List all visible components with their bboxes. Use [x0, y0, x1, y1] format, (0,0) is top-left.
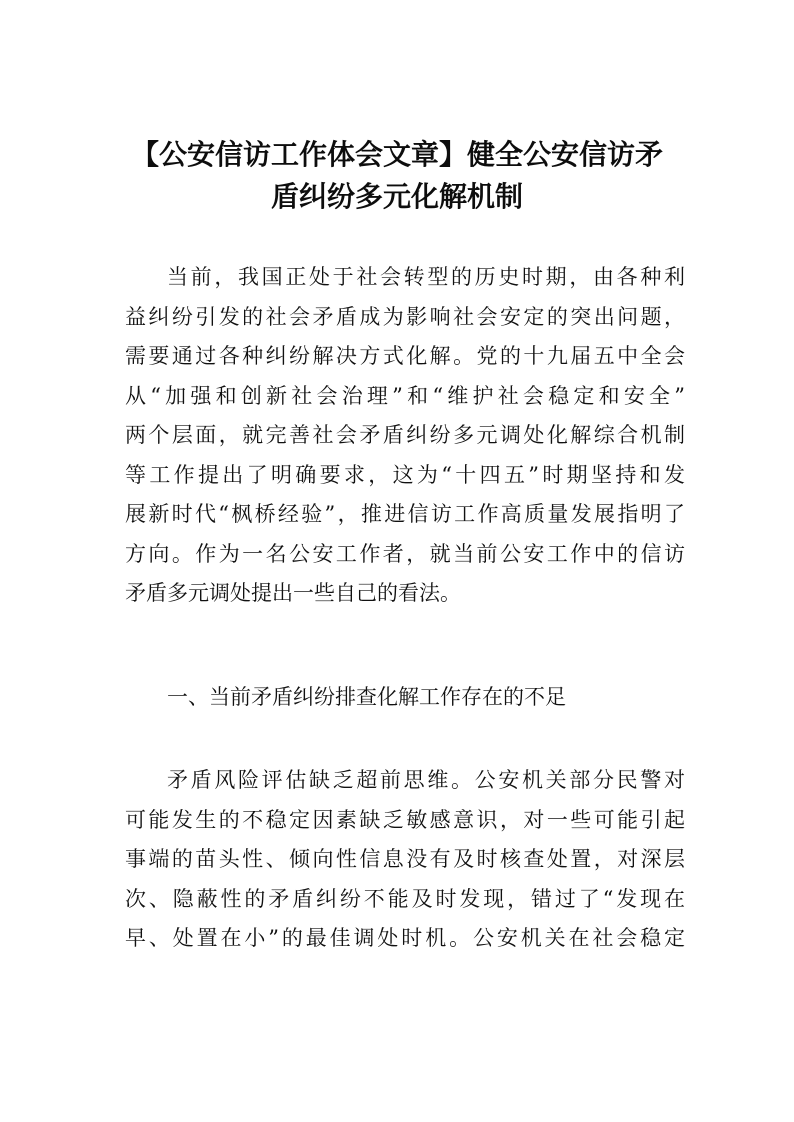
- document-title: [100, 134, 694, 218]
- body-line: 早、处置在小”的最佳调处时机。公安机关在社会稳定: [125, 926, 685, 950]
- body-line: 矛盾风险评估缺乏超前思维。公安机关部分民警对: [167, 768, 685, 792]
- intro-line: 当前，我国正处于社会转型的历史时期，由各种利: [167, 265, 685, 289]
- body-paragraph: [125, 761, 685, 959]
- body-line: 可能发生的不稳定因素缺乏敏感意识，对一些可能引起: [125, 807, 685, 832]
- intro-line: 展新时代“枫桥经验”，推进信访工作高质量发展指明了: [125, 502, 685, 526]
- intro-line: 益纠纷引发的社会矛盾成为影响社会安定的突出问题，: [125, 304, 685, 329]
- intro-line: 矛盾多元调处提出一些自己的看法。: [125, 581, 461, 605]
- title-line-2: 盾纠纷多元化解机制: [270, 180, 523, 213]
- body-line: 事端的苗头性、倾向性信息没有及时核查处置，对深层: [125, 847, 685, 871]
- intro-line: 两个层面，就完善社会矛盾纠纷多元调处化解综合机制: [125, 423, 685, 447]
- title-line-1: 【公安信访工作体会文章】健全公安信访矛: [130, 138, 663, 171]
- body-line: 次、隐蔽性的矛盾纠纷不能及时发现，错过了“发现在: [125, 886, 685, 911]
- intro-paragraph: [125, 258, 685, 614]
- intro-line: 方向。作为一名公安工作者，就当前公安工作中的信访: [125, 541, 685, 566]
- intro-line: 等工作提出了明确要求，这为“十四五”时期坚持和发: [125, 462, 685, 487]
- section-heading: 一、当前矛盾纠纷排查化解工作存在的不足: [167, 685, 566, 709]
- intro-line: 需要通过各种纠纷解决方式化解。党的十九届五中全会: [125, 344, 685, 368]
- intro-line: 从“加强和创新社会治理”和“维护社会稳定和安全”: [125, 383, 685, 408]
